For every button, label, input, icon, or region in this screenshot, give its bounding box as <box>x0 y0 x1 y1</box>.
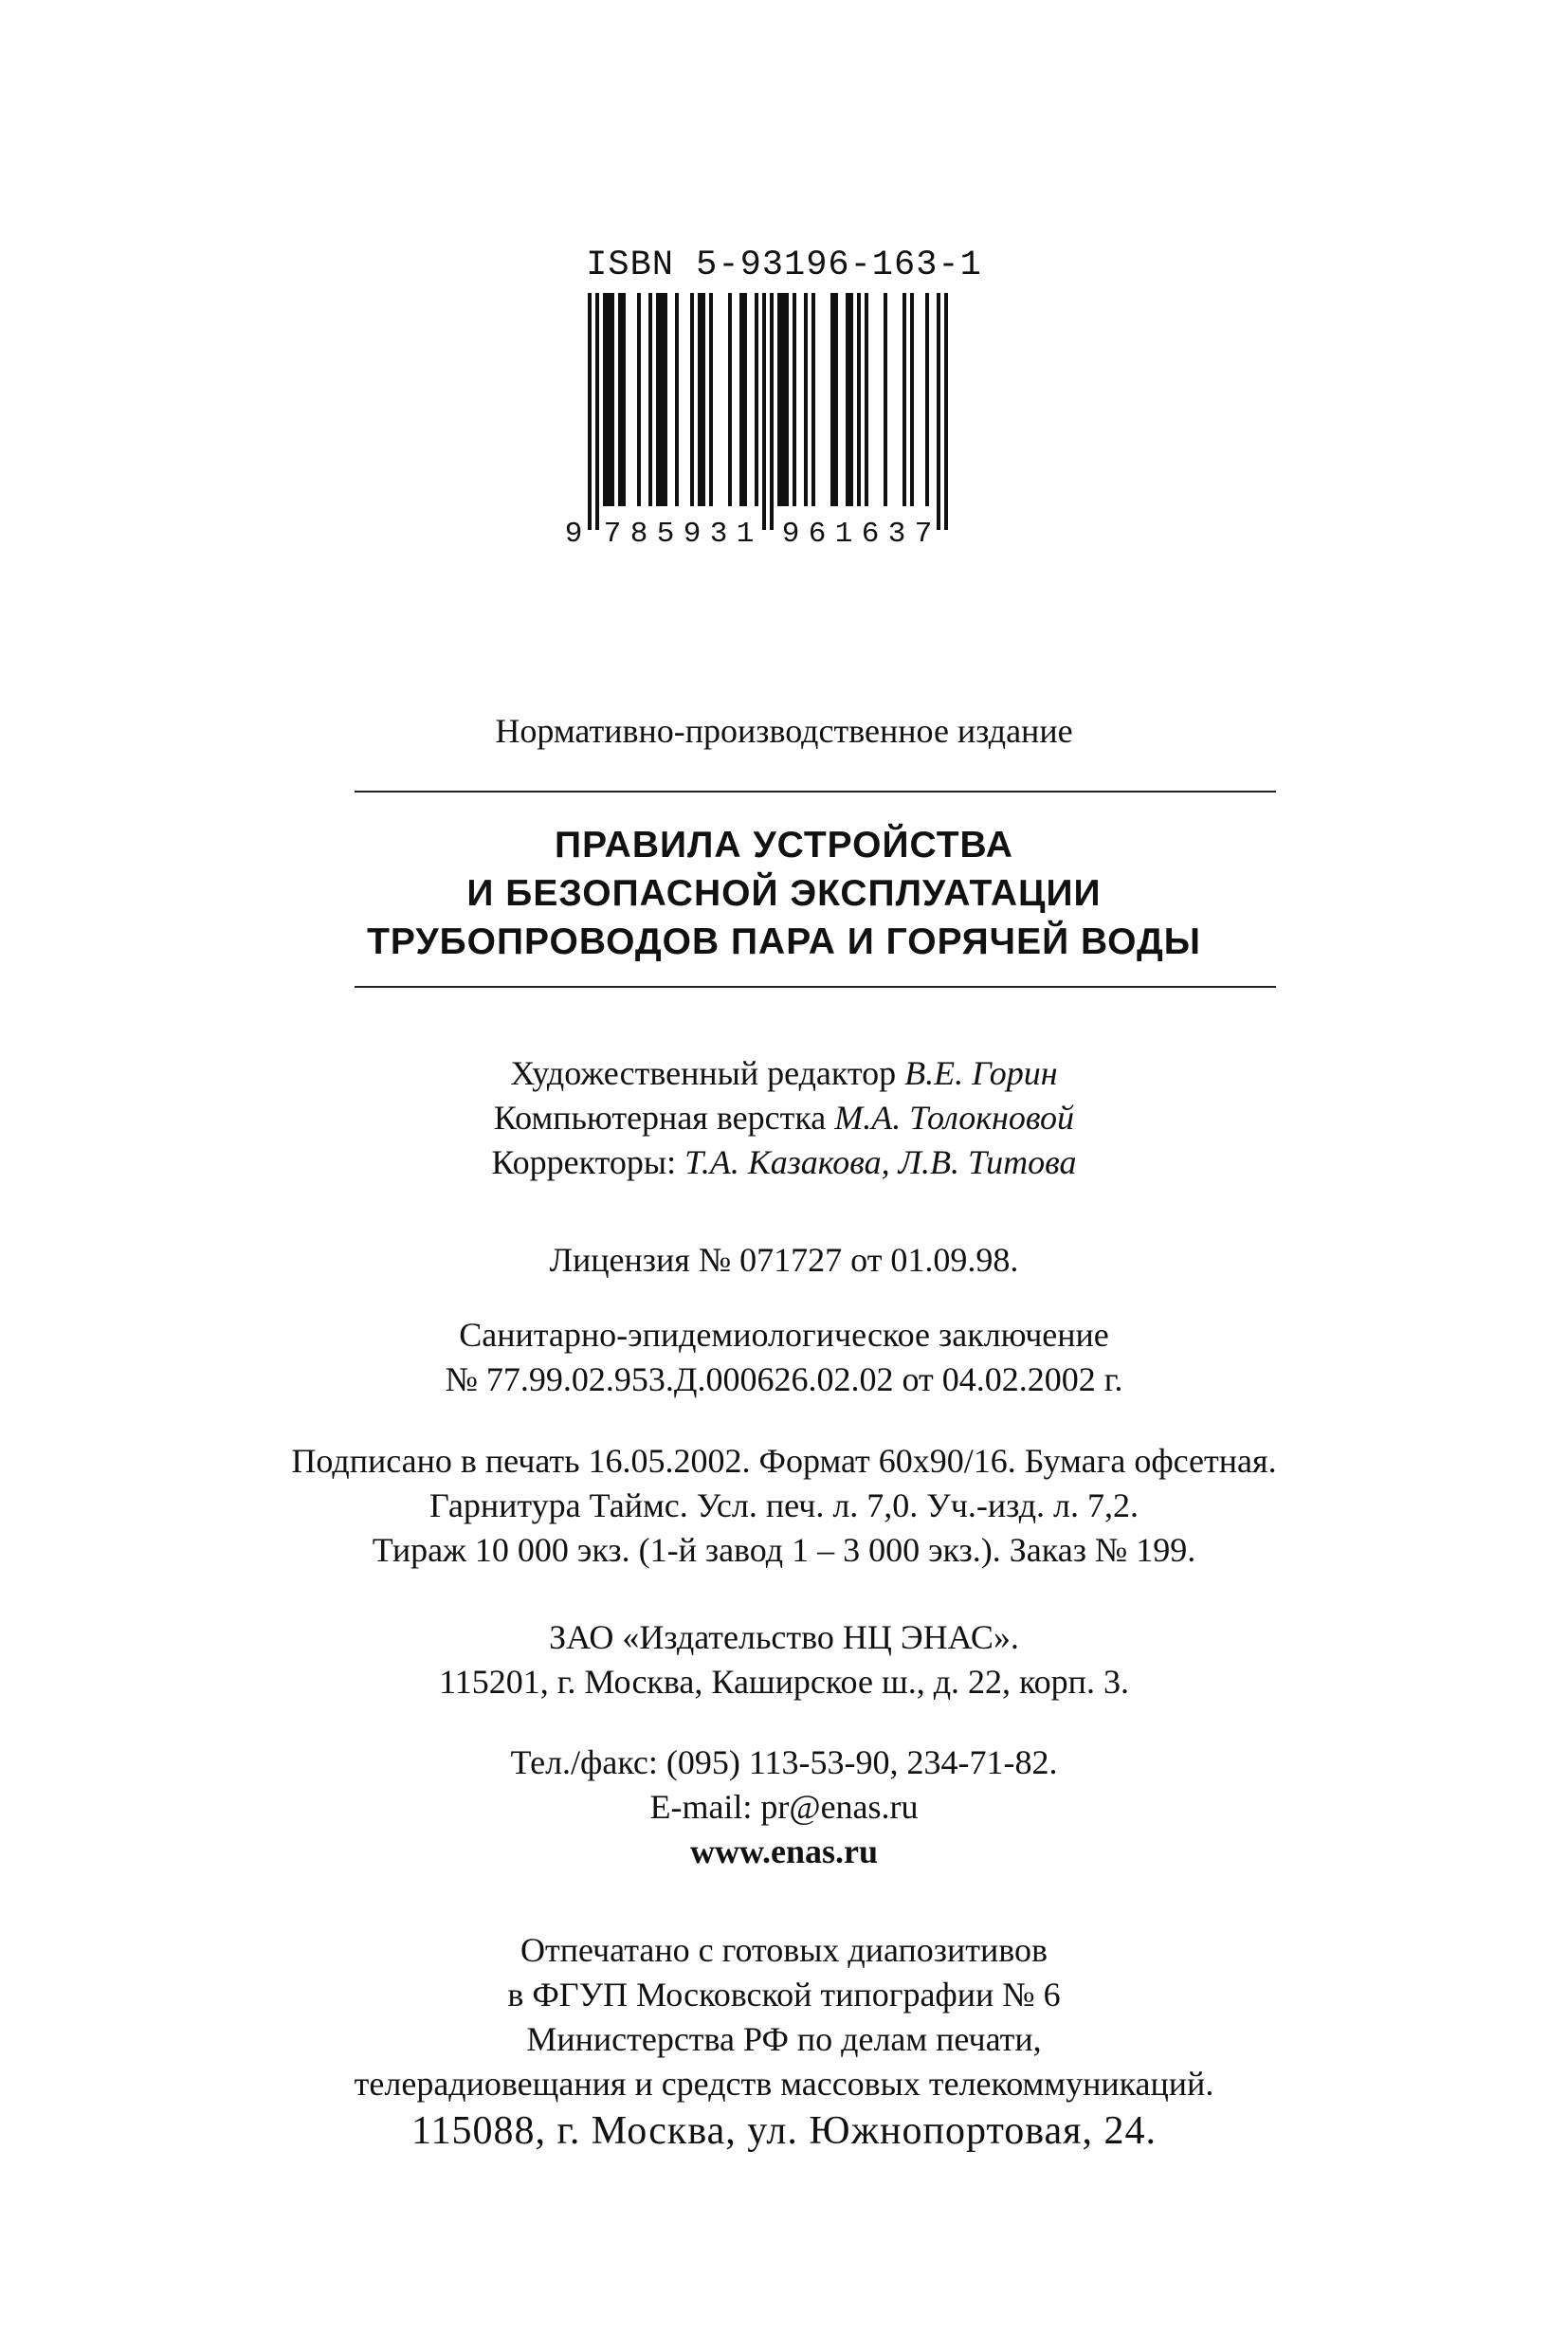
print-spec-line: Тираж 10 000 экз. (1-й завод 1 – 3 000 экз.). Заказ № 199. <box>372 1531 1196 1569</box>
print-spec-line: Подписано в печать 16.05.2002. Формат 60х90/16. Бумага офсетная. <box>291 1442 1277 1480</box>
print-spec-line: Гарнитура Таймс. Усл. печ. л. 7,0. Уч.-изд. л. 7,2. <box>429 1486 1139 1524</box>
book-title-line: ТРУБОПРОВОДОВ ПАРА И ГОРЯЧЕЙ ВОДЫ <box>367 921 1201 962</box>
barcode-bar <box>588 293 592 530</box>
barcode-bar <box>595 293 599 530</box>
email-address: E-mail: pr@enas.ru <box>649 1788 919 1826</box>
barcode-bar <box>884 293 887 506</box>
barcode-digit: 9 <box>781 518 800 549</box>
barcode-bar <box>739 293 747 506</box>
publisher-address: 115201, г. Москва, Каширское ш., д. 22, корп. 3. <box>439 1663 1129 1701</box>
license-number: Лицензия № 071727 от 01.09.98. <box>549 1241 1019 1279</box>
barcode-digit: 3 <box>887 518 906 549</box>
isbn-barcode <box>561 293 1007 549</box>
barcode-digit: 1 <box>736 518 755 549</box>
barcode-digit: 6 <box>861 518 880 549</box>
staff-name: В.Е. Горин <box>904 1054 1058 1092</box>
website-link[interactable]: www.enas.ru <box>689 1832 879 1870</box>
barcode-digit: 1 <box>834 518 853 549</box>
title-rule-top <box>355 791 1276 793</box>
barcode-bar <box>937 293 940 530</box>
publisher-name: ЗАО «Издательство НЦ ЭНАС». <box>549 1618 1019 1656</box>
barcode-bar <box>910 293 914 506</box>
printer-line: в ФГУП Московской типографии № 6 <box>507 1976 1061 2014</box>
barcode-bar <box>637 293 641 506</box>
barcode-bar <box>811 293 815 506</box>
barcode-digit: 9 <box>683 518 702 549</box>
barcode-bar <box>709 293 713 506</box>
barcode-bar <box>603 293 614 506</box>
barcode-bar <box>793 293 796 506</box>
barcode-bar <box>656 293 667 506</box>
book-title-line: ПРАВИЛА УСТРОЙСТВА <box>555 825 1013 866</box>
barcode-digit: 7 <box>603 518 622 549</box>
edition-type: Нормативно-производственное издание <box>495 712 1073 750</box>
barcode-digits <box>565 518 933 549</box>
barcode-bar <box>698 293 705 506</box>
barcode-digit: 3 <box>709 518 728 549</box>
barcode-bar <box>830 293 838 506</box>
sanitary-certificate <box>0 1313 1568 1402</box>
barcode-bar <box>770 293 774 530</box>
license-block <box>0 1238 1568 1283</box>
staff-role: Корректоры: <box>491 1143 685 1181</box>
phone-fax: Тел./факс: (095) 113-53-90, 234-71-82. <box>510 1743 1058 1781</box>
barcode-bar <box>804 293 808 506</box>
staff-role: Художественный редактор <box>510 1054 905 1092</box>
barcode-bar <box>925 293 929 506</box>
staff-credit <box>0 1140 1568 1185</box>
book-title <box>0 821 1568 966</box>
staff-name: М.А. Толокновой <box>834 1099 1075 1137</box>
barcode-bar <box>846 293 853 506</box>
sanitary-certificate-number: № 77.99.02.953.Д.000626.02.02 от 04.02.2002 г. <box>445 1360 1123 1398</box>
staff-credit <box>0 1051 1568 1096</box>
barcode-digit: 8 <box>629 518 648 549</box>
isbn-block <box>0 242 1568 549</box>
print-specifications <box>0 1439 1568 1573</box>
barcode-bar <box>762 293 766 530</box>
barcode-bar <box>944 293 948 530</box>
barcode-digit: 5 <box>656 518 675 549</box>
publisher-contacts <box>0 1740 1568 1874</box>
barcode-bar <box>865 293 868 506</box>
printer-line: Отпечатано с готовых диапозитивов <box>520 1931 1048 1969</box>
barcode-bar <box>675 293 679 506</box>
staff-role: Компьютерная верстка <box>493 1099 835 1137</box>
barcode-digit: 6 <box>808 518 827 549</box>
barcode-bar <box>690 293 694 506</box>
title-rule-bottom <box>355 986 1276 988</box>
barcode-bar <box>857 293 861 506</box>
book-title-line: И БЕЗОПАСНОЙ ЭКСПЛУАТАЦИИ <box>466 873 1102 914</box>
printer-line: телерадиовещания и средств массовых телекоммуникаций. <box>354 2065 1214 2103</box>
sanitary-certificate-title: Санитарно-эпидемиологическое заключение <box>459 1316 1109 1354</box>
isbn-label: ISBN 5-93196-163-1 <box>586 246 982 285</box>
staff-credits <box>0 1051 1568 1185</box>
barcode-bar <box>728 293 732 506</box>
barcode-digit: 7 <box>914 518 933 549</box>
printer-address: 115088, г. Москва, ул. Южнопортовая, 24. <box>411 2109 1157 2153</box>
barcode-bar <box>777 293 789 506</box>
barcode-bar <box>618 293 626 506</box>
staff-credit <box>0 1096 1568 1140</box>
barcode-bars <box>588 293 948 530</box>
barcode-bar <box>903 293 906 506</box>
printer-info <box>0 1928 1568 2156</box>
barcode-bar <box>648 293 652 506</box>
edition-type-block <box>0 709 1568 754</box>
printer-line: Министерства РФ по делам печати, <box>526 2020 1042 2058</box>
barcode-bar <box>755 293 758 506</box>
publisher-info <box>0 1615 1568 1704</box>
staff-name: Т.А. Казакова, Л.В. Титова <box>684 1143 1077 1181</box>
barcode-digit: 9 <box>564 518 583 549</box>
